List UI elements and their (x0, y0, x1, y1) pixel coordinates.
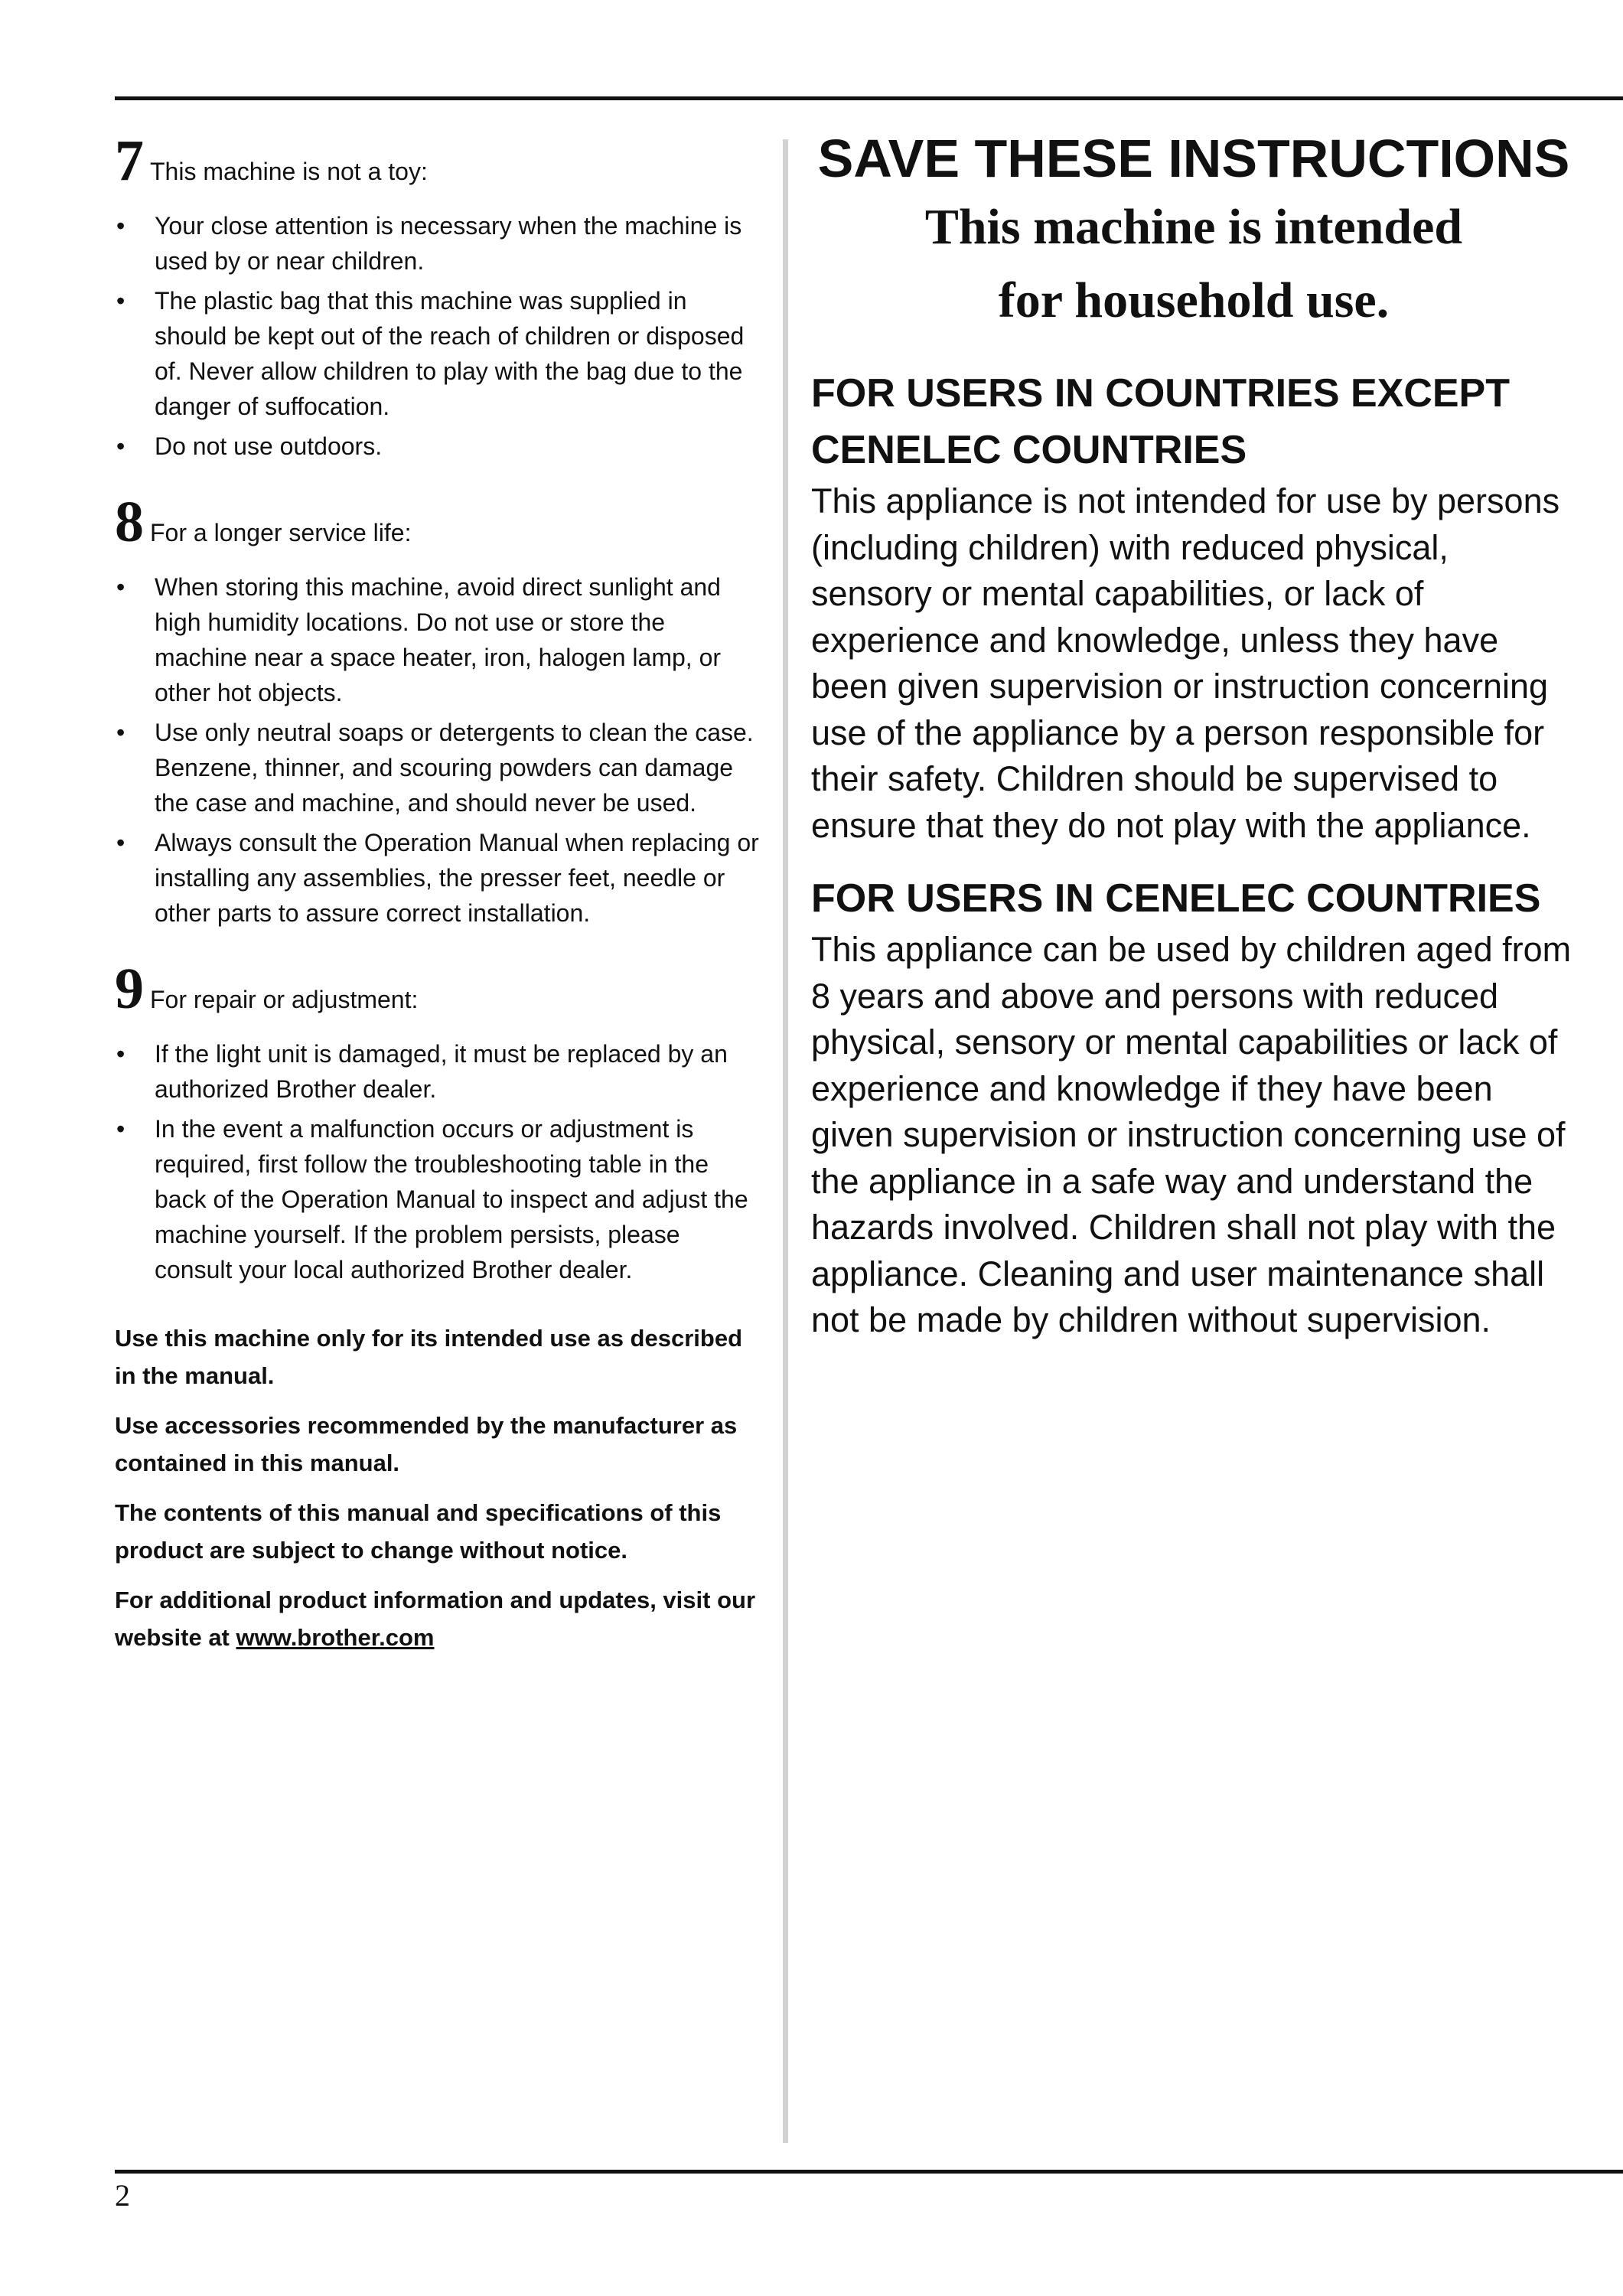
household-use-line-1: This machine is intended (924, 199, 1463, 255)
notes-block (115, 1319, 761, 1656)
section-9 (115, 958, 761, 1287)
section-number: 9 (115, 957, 144, 1021)
section-title: For repair or adjustment: (150, 986, 419, 1013)
bullet-list (115, 1036, 761, 1287)
website-link[interactable]: www.brother.com (236, 1624, 435, 1651)
website-note-text: For additional product information and updates, visit our website at (115, 1587, 756, 1651)
list-item: • Always consult the Operation Manual when replacing or installing any assemblies, the presser feet, needle or other parts to assure correct installation. (115, 825, 761, 931)
right-column (811, 126, 1576, 1344)
top-rule (115, 96, 1623, 100)
bottom-rule (115, 2170, 1623, 2174)
except-cenelec-body: This appliance is not intended for use by persons (including children) with reduced physical, sensory or mental capabilities, or lack of experience and knowledge, unless they have been given supervision or instruction concerning use of the appliance by a person responsible for their safety. Children should be supervised to ensure that they do not play with the appliance. (811, 481, 1560, 845)
except-cenelec-heading: FOR USERS IN COUNTRIES EXCEPT CENELEC COUNTRIES (811, 371, 1510, 472)
section-title: For a longer service life: (150, 519, 412, 546)
accessories-note: Use accessories recommended by the manufacturer as contained in this manual. (115, 1412, 738, 1476)
intended-use-note: Use this machine only for its intended use as described in the manual. (115, 1325, 743, 1389)
change-notice-note: The contents of this manual and specifications of this product are subject to change without notice. (115, 1499, 722, 1564)
section-7-heading (115, 130, 761, 191)
list-item: • Do not use outdoors. (115, 429, 761, 464)
list-item: • If the light unit is damaged, it must be replaced by an authorized Brother dealer. (115, 1036, 761, 1107)
bullet-list (115, 569, 761, 931)
list-item: • Use only neutral soaps or detergents to clean the case. Benzene, thinner, and scouring powders can damage the case and machine, and should never be used. (115, 715, 761, 820)
section-8 (115, 491, 761, 931)
list-item: • Your close attention is necessary when the machine is used by or near children. (115, 208, 761, 279)
list-item: • In the event a malfunction occurs or adjustment is required, first follow the troubleshooting table in the back of the Operation Manual to inspect and adjust the machine yourself. If the problem persists, please consult your local authorized Brother dealer. (115, 1111, 761, 1287)
section-title: This machine is not a toy: (150, 158, 428, 185)
section-8-heading (115, 491, 761, 553)
section-7 (115, 130, 761, 464)
column-divider (783, 139, 788, 2143)
household-use-line-2: for household use. (998, 272, 1390, 328)
section-number: 8 (115, 490, 144, 554)
section-9-heading (115, 958, 761, 1019)
page-number: 2 (115, 2178, 130, 2213)
section-number: 7 (115, 129, 144, 193)
bullet-list (115, 208, 761, 464)
left-column (115, 130, 761, 1668)
list-item: • When storing this machine, avoid direct sunlight and high humidity locations. Do not use or store the machine near a space heater, iron, halogen lamp, or other hot objects. (115, 569, 761, 710)
save-instructions-title: SAVE THESE INSTRUCTIONS (817, 129, 1570, 188)
list-item: • The plastic bag that this machine was supplied in should be kept out of the reach of children or disposed of. Never allow children to play with the bag due to the danger of suffocation. (115, 283, 761, 424)
cenelec-body: This appliance can be used by children aged from 8 years and above and persons with reduced physical, sensory or mental capabilities or lack of experience and knowledge if they have been given supervision or instruction concerning use of the appliance in a safe way and understand the hazards involved. Children shall not play with the appliance. Cleaning and user maintenance shall not be made by children without supervision. (811, 930, 1572, 1339)
cenelec-heading: FOR USERS IN CENELEC COUNTRIES (811, 876, 1541, 921)
website-note (115, 1581, 761, 1656)
